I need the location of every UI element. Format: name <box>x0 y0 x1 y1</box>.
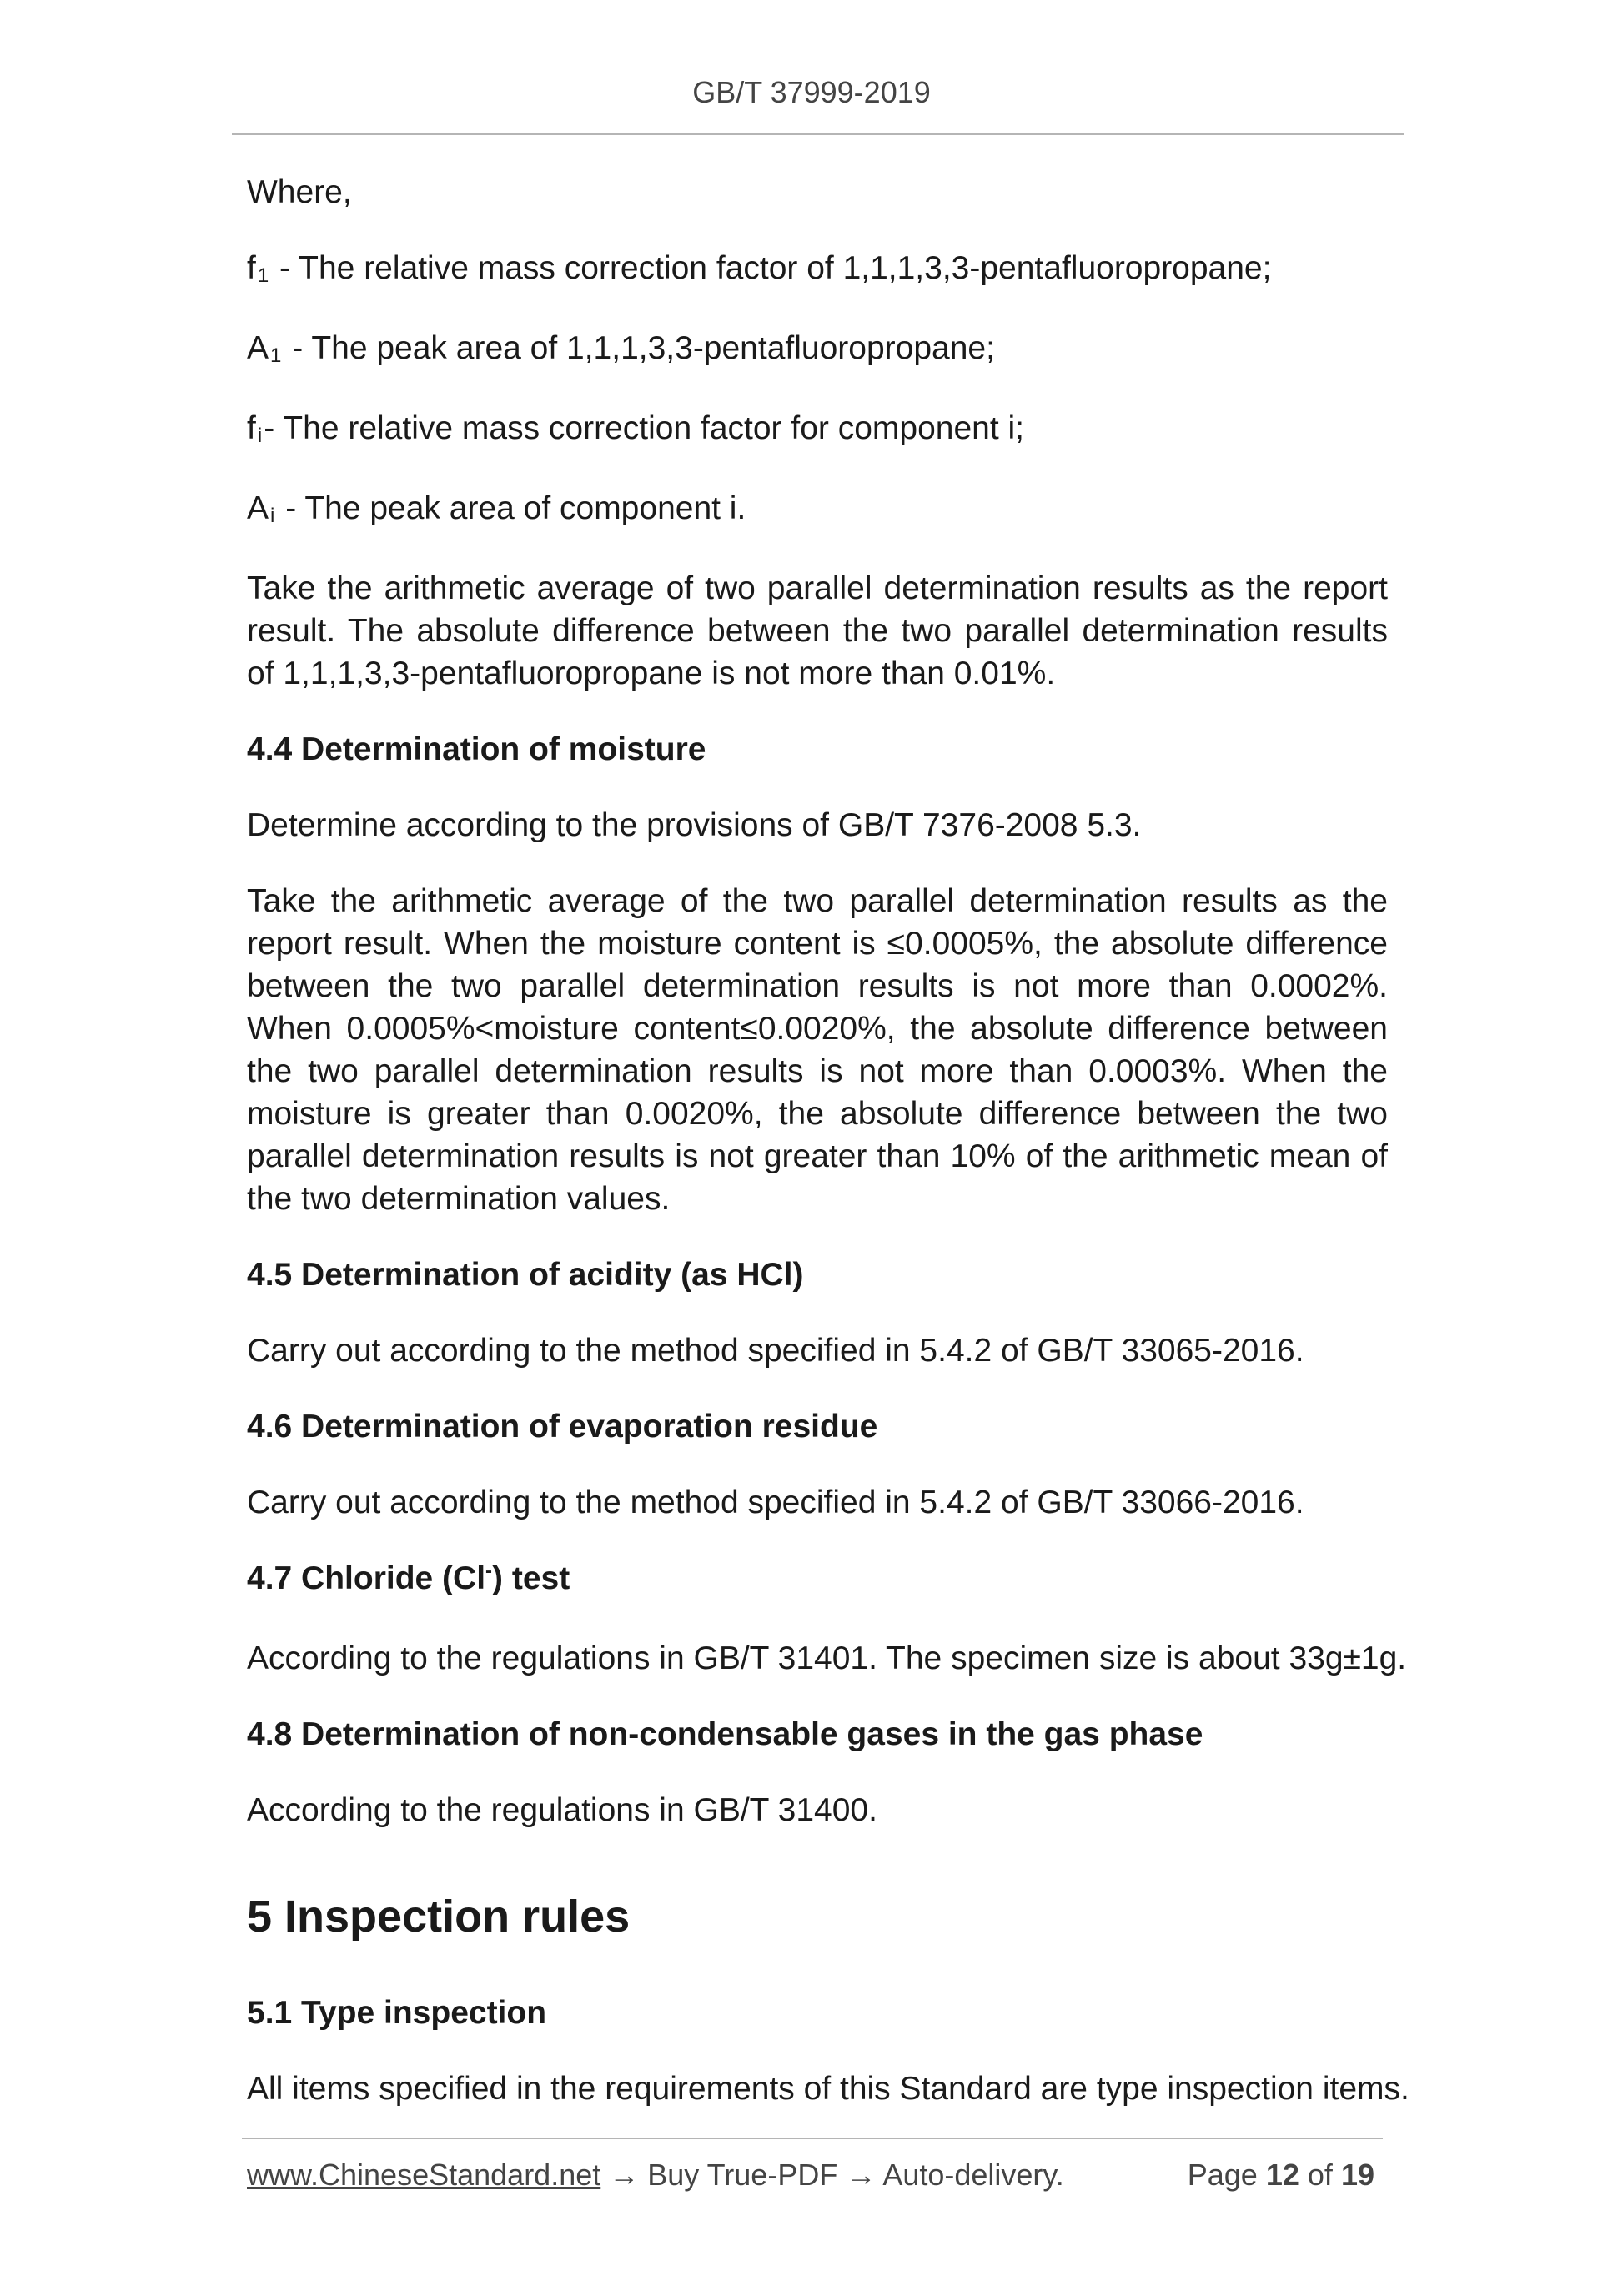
symbol: f <box>247 410 256 446</box>
section-4-4-paragraph-1: Determine according to the provisions of GB/T 7376-2008 5.3. <box>247 807 1142 843</box>
section-4-8-paragraph: According to the regulations in GB/T 31400. <box>247 1792 877 1828</box>
symbol: A <box>247 330 269 366</box>
page-number: 12 <box>1265 2158 1299 2192</box>
subscript: 1 <box>270 344 282 367</box>
document-body <box>247 171 1409 2143</box>
definition-text: - The relative mass correction factor for component i; <box>264 410 1025 446</box>
heading-text: 4.7 Chloride (Cl <box>247 1560 486 1596</box>
definition-text: - The relative mass correction factor of 1,1,1,3,3-pentafluoropropane; <box>270 250 1272 286</box>
symbol: A <box>247 490 269 526</box>
section-4-4-heading: 4.4 Determination of moisture <box>247 731 706 767</box>
section-4-6-paragraph: Carry out according to the method specified in 5.4.2 of GB/T 33066-2016. <box>247 1485 1304 1520</box>
section-4-8-heading: 4.8 Determination of non-condensable gases in the gas phase <box>247 1716 1203 1752</box>
chapter-5-heading: 5 Inspection rules <box>247 1892 631 1942</box>
subscript: i <box>270 505 275 527</box>
page-word: Page <box>1187 2158 1258 2192</box>
header-divider <box>232 133 1404 135</box>
section-4-5-heading: 4.5 Determination of acidity (as HCl) <box>247 1257 804 1293</box>
page-total: 19 <box>1340 2158 1374 2192</box>
footer-divider <box>242 2138 1383 2139</box>
definition-ai <box>247 487 1388 534</box>
page-indicator <box>1188 2156 1374 2194</box>
section-5-1-heading: 5.1 Type inspection <box>247 1995 547 2031</box>
of-word: of <box>1307 2158 1333 2192</box>
heading-text-end: ) test <box>492 1560 570 1596</box>
where-label: Where, <box>247 174 352 210</box>
section-4-6-heading: 4.6 Determination of evaporation residue <box>247 1409 878 1444</box>
superscript: - <box>485 1560 493 1582</box>
definition-a1 <box>247 327 1388 374</box>
definition-text: - The peak area of component i. <box>276 490 746 526</box>
section-4-7-heading <box>247 1557 1388 1604</box>
symbol: f <box>247 250 256 286</box>
footer-tagline: → Buy True-PDF → Auto-delivery. <box>600 2158 1064 2192</box>
page-header: GB/T 37999-2019 <box>692 75 931 109</box>
section-4-5-paragraph: Carry out according to the method specified in 5.4.2 of GB/T 33065-2016. <box>247 1333 1304 1369</box>
subscript: i <box>257 425 263 447</box>
page-footer <box>247 2156 1374 2194</box>
subscript: 1 <box>257 264 269 287</box>
section-4-7-paragraph: According to the regulations in GB/T 31401. The specimen size is about 33g±1g. <box>247 1640 1407 1676</box>
definition-f1 <box>247 247 1388 294</box>
average-paragraph: Take the arithmetic average of two parallel determination results as the report result. The absolute difference between the two parallel determination results of 1,1,1,3,3-pentafluoropropane is not more than 0.01%. <box>247 570 1388 691</box>
website-link[interactable]: www.ChineseStandard.net <box>247 2158 601 2192</box>
section-4-4-paragraph-2: Take the arithmetic average of the two parallel determination results as the report result. When the moisture content is ≤0.0005%, the absolute difference between the two parallel determination results is not more than 0.0002%. When 0.0005%<moisture content≤0.0020%, the absolute difference between the two parallel determination results is not more than 0.0003%. When the moisture is greater than 0.0020%, the absolute difference between the two parallel determination results is not greater than 10% of the arithmetic mean of the two determination values. <box>247 883 1388 1217</box>
definition-text: - The peak area of 1,1,1,3,3-pentafluoropropane; <box>283 330 995 366</box>
section-5-1-paragraph: All items specified in the requirements of this Standard are type inspection items. <box>247 2071 1409 2107</box>
definition-fi <box>247 407 1388 454</box>
